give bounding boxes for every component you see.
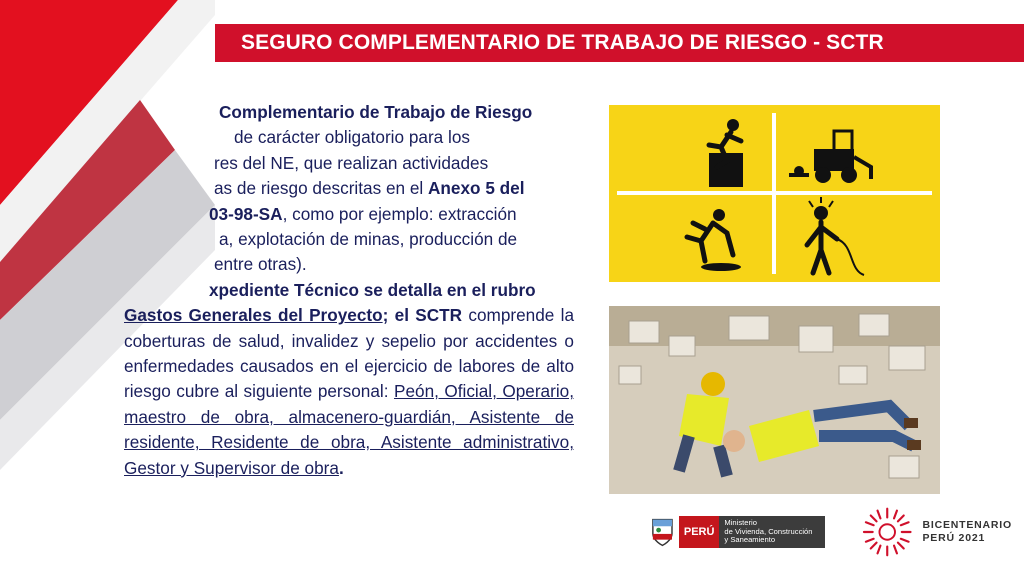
p2-end: .	[338, 457, 344, 478]
p2-coverage: comprende la coberturas de salud, invalidez y sepelio por accidentes o enfermedades causados en el ejercicio de labores de alto riesgo cubre al siguiente personal:	[124, 305, 575, 402]
p1-line2-wrap	[124, 125, 574, 150]
paragraph-2-body	[124, 303, 574, 481]
p1-line7-wrap	[124, 252, 574, 277]
p1-line4: as de riesgo descritas en el	[214, 178, 429, 199]
accident-photo	[609, 306, 940, 494]
p1-line7: entre otras).	[214, 254, 307, 275]
p1-line6: a, explotación de minas, producción de	[219, 229, 518, 250]
page-title: SEGURO COMPLEMENTARIO DE TRABAJO DE RIESGO - SCTR	[241, 31, 884, 54]
bicentenario-logo	[862, 504, 1012, 560]
ministry-logo	[650, 512, 825, 552]
peru-shield-icon	[650, 516, 675, 548]
p1-line4-wrap	[124, 176, 574, 201]
personnel-list: Peón, Oficial, Operario, maestro de obra, almacenero-guardián, Asistente de residente, Residente de obra, Asistente administrativo, Gestor y Supervisor de obra	[124, 381, 574, 478]
bicentenario-line-1: BICENTENARIO	[922, 519, 1012, 531]
p1-line3: res del NE, que realizan actividades	[214, 152, 489, 173]
paragraph-2	[124, 278, 574, 303]
bicentenario-text	[922, 519, 1012, 545]
p1-line6-wrap	[124, 227, 574, 252]
body-text	[124, 100, 574, 481]
p2-sctr: ; el SCTR	[382, 305, 463, 326]
hazard-pictograms-graphic	[609, 105, 940, 282]
paragraph-1	[124, 100, 574, 125]
p1-line5-wrap	[124, 202, 574, 227]
accident-photo-graphic	[609, 306, 940, 494]
title-bar	[215, 24, 1024, 62]
p1-line2: de carácter obligatorio para los	[234, 127, 470, 148]
ministry-line-2: de Vivienda, Construcción	[724, 526, 813, 536]
ministry-name	[719, 516, 825, 548]
gastos-generales-link: Gastos Generales del Proyecto	[124, 305, 383, 326]
ministry-line-3: y Saneamiento	[724, 535, 776, 545]
p1-line5: , como por ejemplo: extracción	[282, 203, 517, 224]
bicentenario-emblem-icon	[862, 506, 912, 558]
ministry-line-1: Ministerio	[724, 518, 757, 528]
bicentenario-line-2: PERÚ 2021	[922, 532, 986, 544]
ds-number: 03-98-SA	[209, 203, 283, 224]
anexo-5: Anexo 5 del	[428, 178, 525, 199]
p2-line1: xpediente Técnico se detalla en el rubro	[209, 279, 536, 300]
p1-line1: Complementario de Trabajo de Riesgo	[219, 102, 533, 122]
peru-label: PERÚ	[679, 516, 720, 548]
hazard-pictograms	[609, 105, 940, 282]
p1-line3-wrap	[124, 151, 574, 176]
